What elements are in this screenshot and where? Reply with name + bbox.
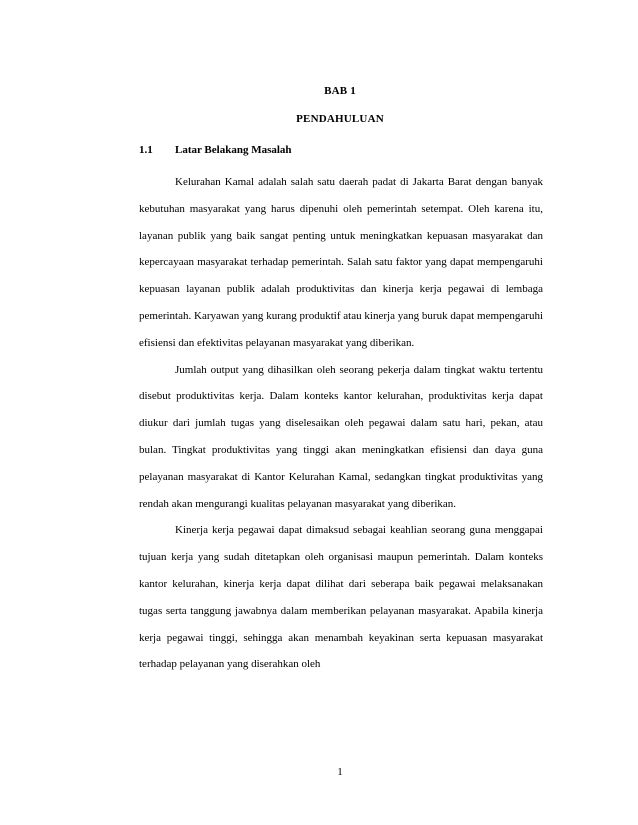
paragraph: Kinerja kerja pegawai dapat dimaksud sebagai keahlian seorang guna menggapai tujuan kerja yang sudah ditetapkan oleh organisasi maupun pemerintah. Dalam konteks kantor kelurahan, kinerja kerja dapat dilihat dari seberapa baik pegawai melaksanakan tugas serta tanggung jawabnya dalam memberikan pelayanan masyarakat. Apabila kinerja kerja pegawai tinggi, sehingga akan menambah keyakinan serta kepuasan masyarakat terhadap pelayanan yang diserahkan oleh [139,524,543,671]
paragraph: Jumlah output yang dihasilkan oleh seorang pekerja dalam tingkat waktu tertentu disebut produktivitas kerja. Dalam konteks kantor kelurahan, produktivitas kerja dapat diukur dari jumlah tugas yang diselesaikan oleh pegawai dalam satu hari, pekan, atau bulan. Tingkat produktivitas yang tinggi akan meningkatkan efisiensi dan daya guna pelayanan masyarakat di Kantor Kelurahan Kamal, sedangkan tingkat produktivitas yang rendah akan mengurangi kualitas pelayanan masyarakat yang diberikan. [139,363,543,510]
section-heading [139,144,292,156]
chapter-title: PENDAHULUAN [296,113,384,125]
section-number: 1.1 [139,144,153,156]
section-title: Latar Belakang Masalah [175,144,292,156]
body-text [139,169,543,678]
chapter-number: BAB 1 [324,85,356,97]
page-number: 1 [337,766,343,778]
paragraph: Kelurahan Kamal adalah salah satu daerah padat di Jakarta Barat dengan banyak kebutuhan masyarakat yang harus dipenuhi oleh pemerintah setempat. Oleh karena itu, layanan publik yang baik sangat penting untuk meningkatkan kepuasan masyarakat dan kepercayaan masyarakat terhadap pemerintah. Salah satu faktor yang dapat mempengaruhi kepuasan layanan publik adalah produktivitas dan kinerja kerja pegawai di lembaga pemerintah. Karyawan yang kurang produktif atau kinerja yang buruk dapat mempengaruhi efisiensi dan efektivitas pelayanan masyarakat yang diberikan. [139,176,543,349]
